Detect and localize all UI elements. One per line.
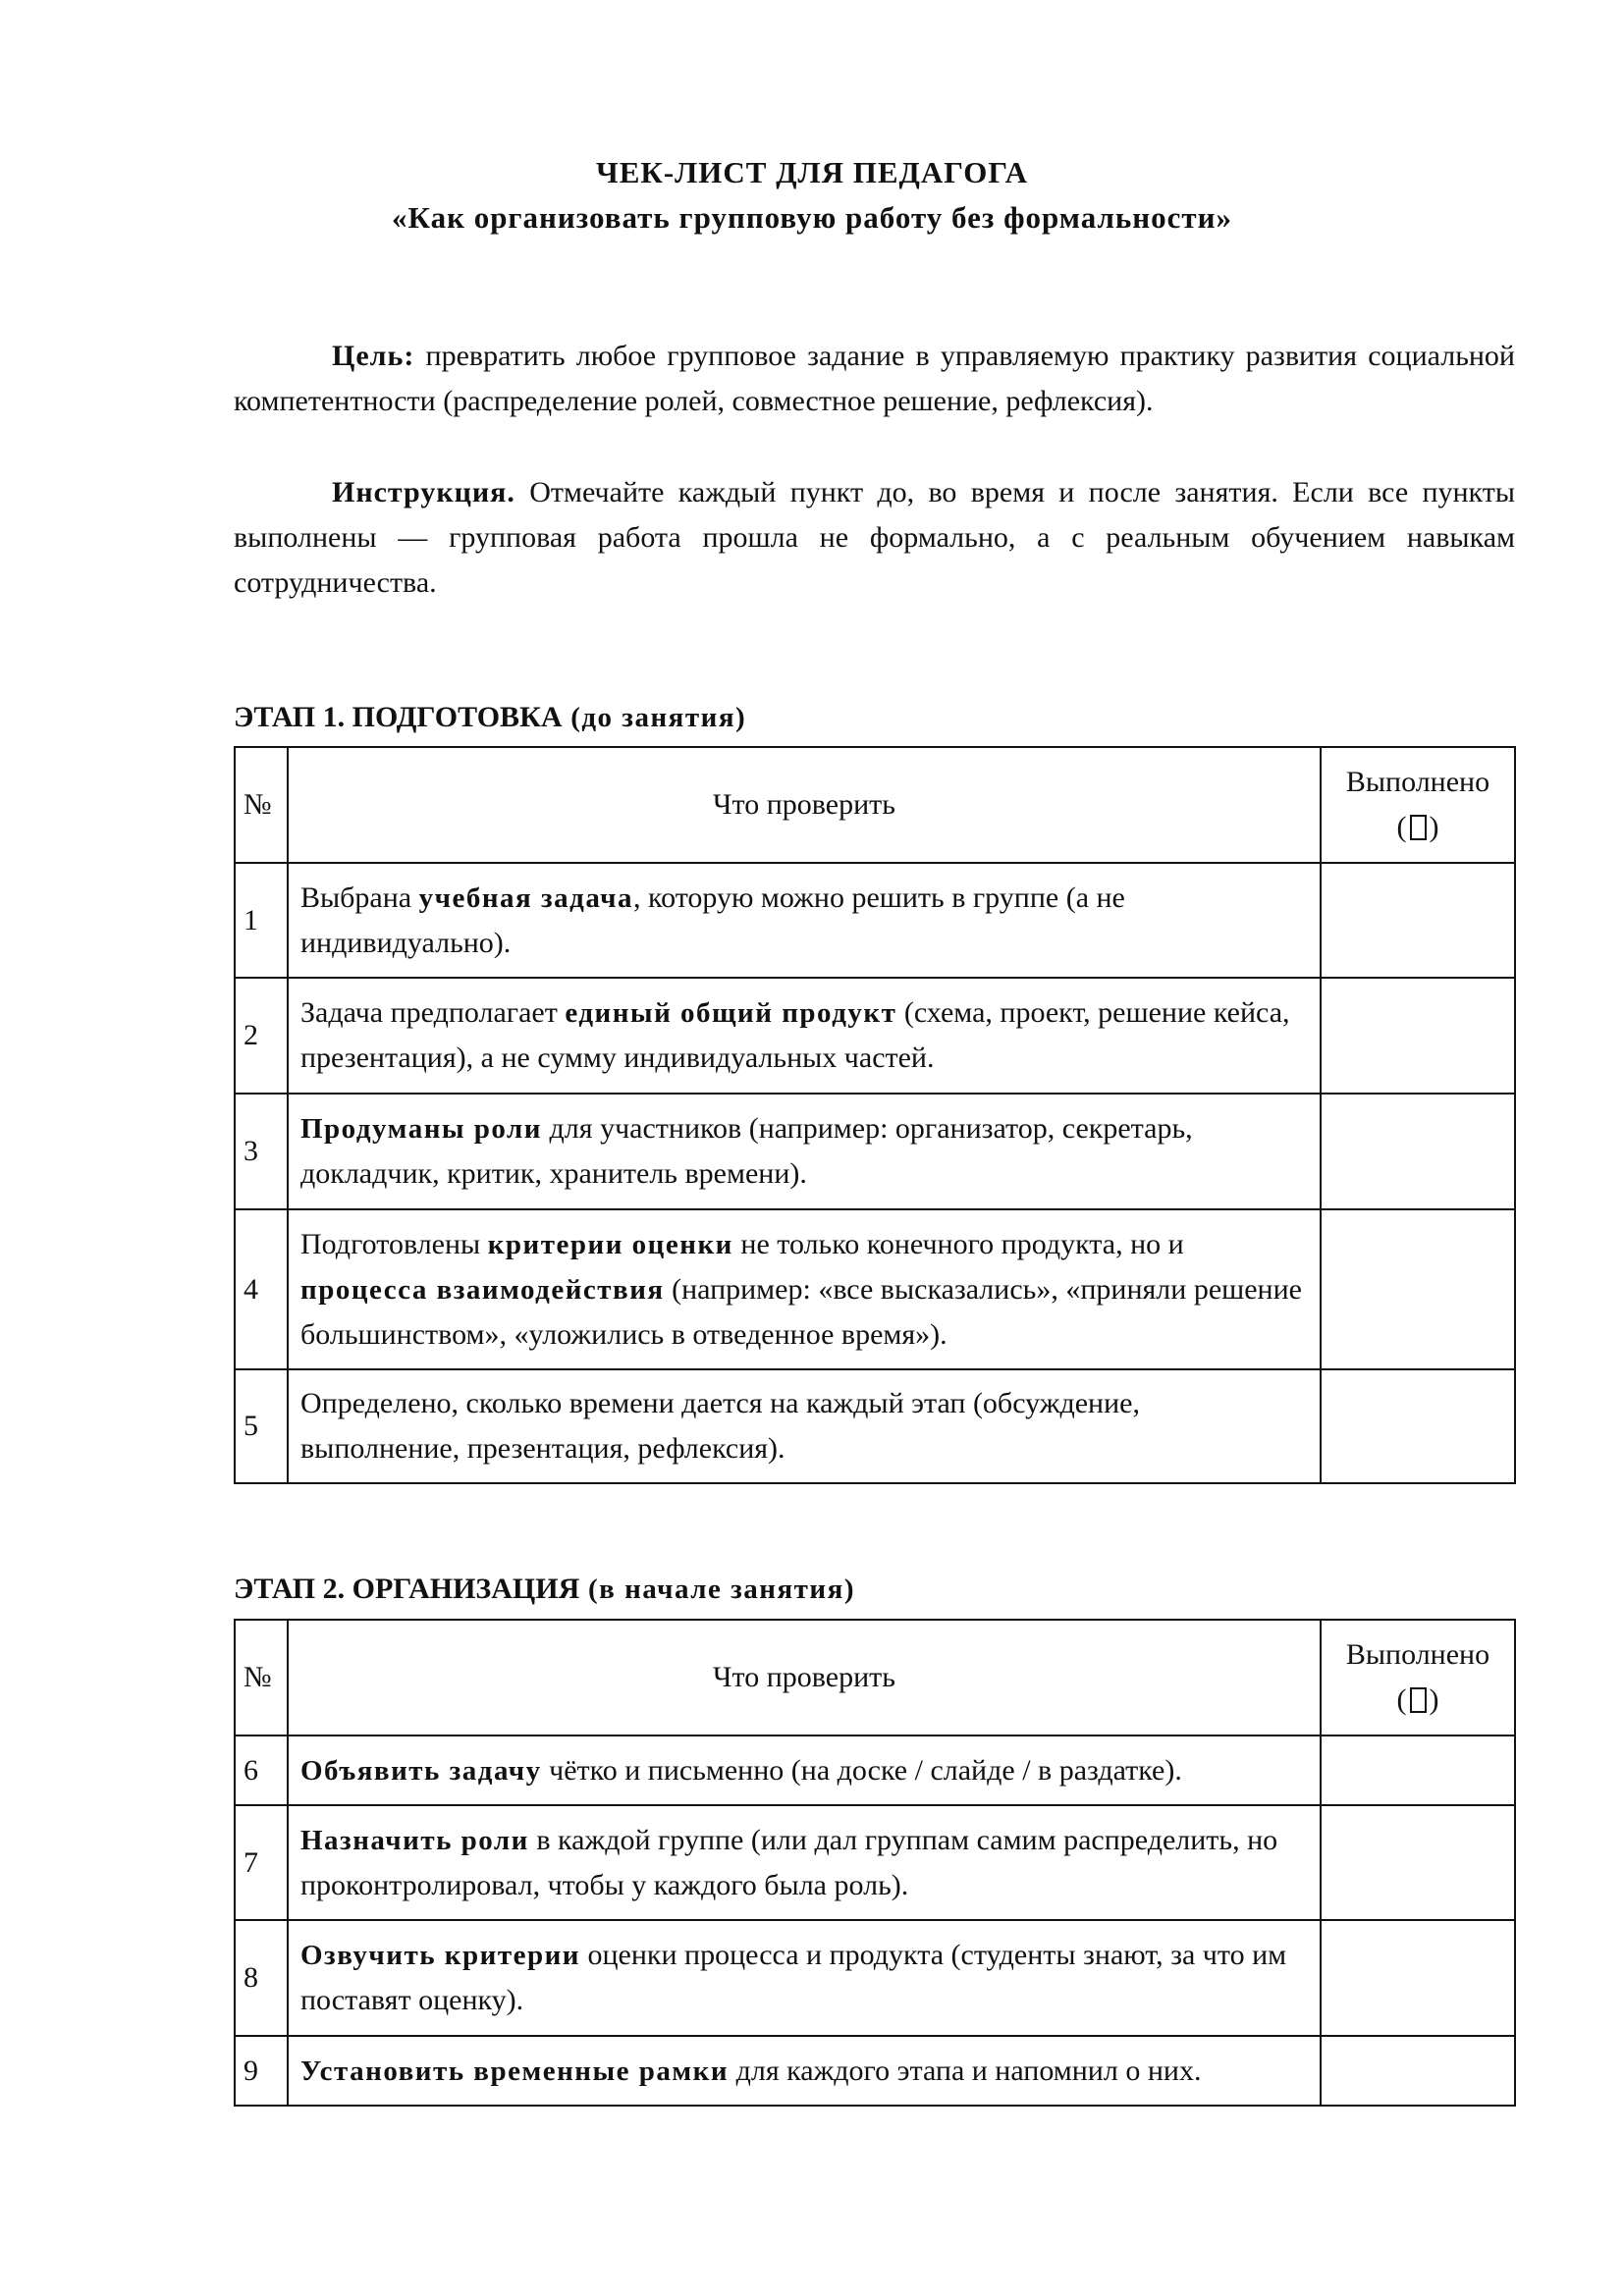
row-text xyxy=(288,863,1321,978)
row-text xyxy=(288,1805,1321,1920)
row-text xyxy=(288,1209,1321,1369)
row-text-part: не только конечного продукта, но и xyxy=(732,1227,1184,1260)
row-num: 1 xyxy=(235,863,288,978)
checkbox-glyph-icon xyxy=(1410,1687,1427,1713)
goal-text: превратить любое групповое задание в управляемую практику развития социальной компетентности (распределение ролей, совместное решение, рефлексия). xyxy=(234,340,1515,417)
stage1-checklist-table xyxy=(234,746,1516,1484)
column-header-num: № xyxy=(235,747,288,863)
row-text-part: Подготовлены xyxy=(300,1227,488,1260)
done-label: Выполнено xyxy=(1345,1638,1490,1671)
table-row xyxy=(235,1805,1515,1920)
row-num: 3 xyxy=(235,1094,288,1209)
done-open: ( xyxy=(1396,1683,1407,1716)
table-row xyxy=(235,978,1515,1094)
table-row xyxy=(235,1920,1515,2036)
stage2-checklist-table xyxy=(234,1619,1516,2107)
row-text-bold: Озвучить критерии xyxy=(300,1940,580,1971)
page-subtitle: «Как организовать групповую работу без формальности» xyxy=(392,200,1232,235)
instruction-label: Инструкция. xyxy=(332,476,515,508)
table-header-row xyxy=(235,1620,1515,1735)
table-row xyxy=(235,863,1515,978)
stage1-title: ЭТАП 1. ПОДГОТОВКА xyxy=(234,701,563,733)
row-text-part: для участников (например: организатор, секретарь, докладчик, критик, хранитель времени). xyxy=(300,1112,1193,1190)
instruction-text: Отмечайте каждый пункт до, во время и после занятия. Если все пункты выполнены — групповая работа прошла не формально, а с реальным обучением навыкам сотрудничества. xyxy=(234,476,1515,599)
row-done-checkbox[interactable] xyxy=(1321,1094,1515,1209)
table-row xyxy=(235,1735,1515,1805)
row-num: 6 xyxy=(235,1735,288,1805)
goal-paragraph xyxy=(234,334,1515,424)
row-text xyxy=(288,1369,1321,1483)
column-header-num: № xyxy=(235,1620,288,1735)
row-text-bold: Продуманы роли xyxy=(300,1113,543,1145)
row-text-bold: критерии оценки xyxy=(487,1228,733,1260)
row-done-checkbox[interactable] xyxy=(1321,2036,1515,2106)
column-header-what: Что проверить xyxy=(288,1620,1321,1735)
row-text xyxy=(288,1094,1321,1209)
page-title: ЧЕК-ЛИСТ ДЛЯ ПЕДАГОГА xyxy=(595,155,1029,189)
stage1-subtitle: (до занятия) xyxy=(562,702,747,733)
row-num: 4 xyxy=(235,1209,288,1369)
column-header-what: Что проверить xyxy=(288,747,1321,863)
row-text-part: для каждого этапа и напомнил о них. xyxy=(729,2054,1202,2087)
row-text-bold: процесса взаимодействия xyxy=(300,1273,665,1306)
table-row xyxy=(235,1209,1515,1369)
row-text-part: Выбрана xyxy=(300,881,419,914)
table-header-row xyxy=(235,747,1515,863)
stage1-heading xyxy=(234,701,746,734)
row-text xyxy=(288,2036,1321,2106)
row-text-bold: учебная задача xyxy=(418,881,634,914)
row-done-checkbox[interactable] xyxy=(1321,1920,1515,2036)
table-row xyxy=(235,1094,1515,1209)
done-close: ) xyxy=(1429,811,1439,843)
row-text-part: , которую можно решить в группе (а не индивидуально). xyxy=(300,881,1125,959)
row-done-checkbox[interactable] xyxy=(1321,978,1515,1094)
row-text-part: в каждой группе (или дал группам самим распределить, но проконтролировал, чтобы у каждого была роль). xyxy=(300,1823,1278,1901)
row-text-part: (например: «все высказались», «приняли решение большинством», «уложились в отведенное время»). xyxy=(300,1272,1302,1351)
done-close: ) xyxy=(1429,1683,1439,1716)
row-text-bold: Установить временные рамки xyxy=(300,2055,730,2087)
table-row xyxy=(235,1369,1515,1483)
table-row xyxy=(235,2036,1515,2106)
row-num: 8 xyxy=(235,1920,288,2036)
row-done-checkbox[interactable] xyxy=(1321,1805,1515,1920)
instruction-paragraph xyxy=(234,470,1515,606)
row-text-part: оценки процесса и продукта (студенты знают, за что им поставят оценку). xyxy=(300,1939,1287,2016)
row-done-checkbox[interactable] xyxy=(1321,1369,1515,1483)
row-num: 2 xyxy=(235,978,288,1094)
row-done-checkbox[interactable] xyxy=(1321,1735,1515,1805)
row-text-bold: единый общий продукт xyxy=(565,997,897,1029)
stage2-subtitle: (в начале занятия) xyxy=(579,1574,855,1605)
row-num: 5 xyxy=(235,1369,288,1483)
checkbox-glyph-icon xyxy=(1410,815,1427,840)
row-text-part: (схема, проект, решение кейса, презентация), а не сумму индивидуальных частей. xyxy=(300,996,1290,1074)
column-header-done xyxy=(1321,747,1515,863)
done-open: ( xyxy=(1396,811,1407,843)
done-label: Выполнено xyxy=(1345,766,1490,798)
stage2-heading xyxy=(234,1573,855,1606)
row-text-part: Задача предполагает xyxy=(300,996,566,1029)
row-done-checkbox[interactable] xyxy=(1321,863,1515,978)
row-num: 7 xyxy=(235,1805,288,1920)
row-text-part: чётко и письменно (на доске / слайде / в раздатке). xyxy=(541,1753,1182,1787)
row-text xyxy=(288,1735,1321,1805)
row-text-bold: Объявить задачу xyxy=(300,1754,542,1787)
row-text xyxy=(288,978,1321,1094)
row-done-checkbox[interactable] xyxy=(1321,1209,1515,1369)
row-text xyxy=(288,1920,1321,2036)
column-header-done xyxy=(1321,1620,1515,1735)
stage2-title: ЭТАП 2. ОРГАНИЗАЦИЯ xyxy=(234,1573,580,1605)
row-text-bold: Назначить роли xyxy=(300,1824,529,1856)
row-text-part: Определено, сколько времени дается на каждый этап (обсуждение, выполнение, презентация, рефлексия). xyxy=(300,1387,1140,1465)
row-num: 9 xyxy=(235,2036,288,2106)
goal-label: Цель: xyxy=(332,340,415,372)
